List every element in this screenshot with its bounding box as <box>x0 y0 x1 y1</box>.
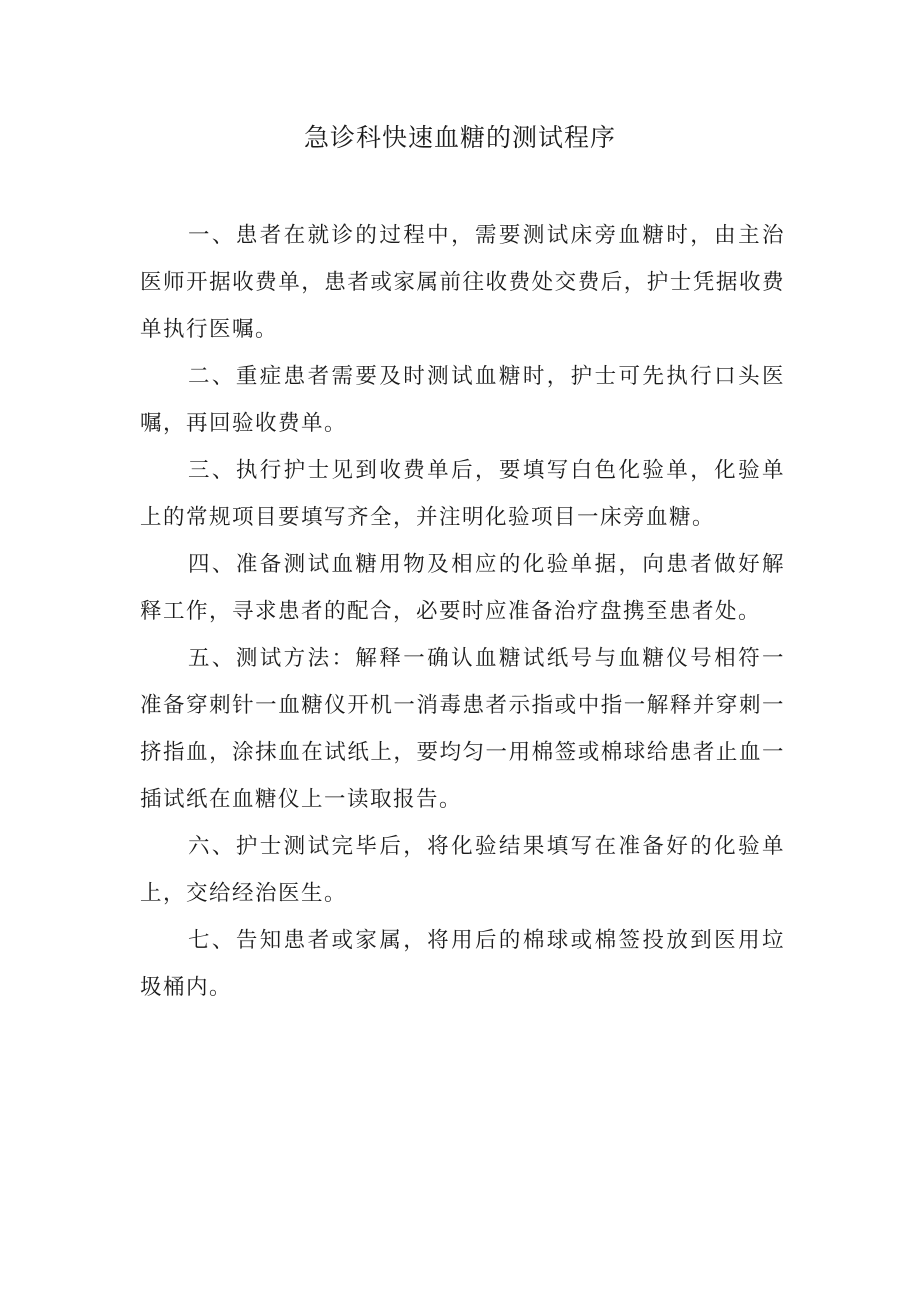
paragraph-1: 一、患者在就诊的过程中，需要测试床旁血糖时，由主治医师开据收费单，患者或家属前往收费处交费后，护士凭据收费单执行医嘱。 <box>140 223 785 342</box>
paragraph-5: 五、测试方法：解释一确认血糖试纸号与血糖仪号相符一准备穿刺针一血糖仪开机一消毒患者示指或中指一解释并穿刺一挤指血，涂抹血在试纸上，要均匀一用棉签或棉球给患者止血一插试纸在血糖仪上一读取报告。 <box>140 646 785 812</box>
paragraph-6: 六、护士测试完毕后，将化验结果填写在准备好的化验单上，交给经治医生。 <box>140 834 785 906</box>
document-title: 急诊科快速血糖的测试程序 <box>303 123 616 152</box>
paragraph-3: 三、执行护士见到收费单后，要填写白色化验单，化验单上的常规项目要填写齐全，并注明化验项目一床旁血糖。 <box>140 458 785 530</box>
paragraph-4: 四、准备测试血糖用物及相应的化验单据，向患者做好解释工作，寻求患者的配合，必要时应准备治疗盘携至患者处。 <box>140 552 785 624</box>
paragraph-7: 七、告知患者或家属，将用后的棉球或棉签投放到医用垃圾桶内。 <box>140 928 785 1000</box>
paragraph-2: 二、重症患者需要及时测试血糖时，护士可先执行口头医嘱，再回验收费单。 <box>140 364 785 436</box>
document-body <box>140 212 785 1011</box>
